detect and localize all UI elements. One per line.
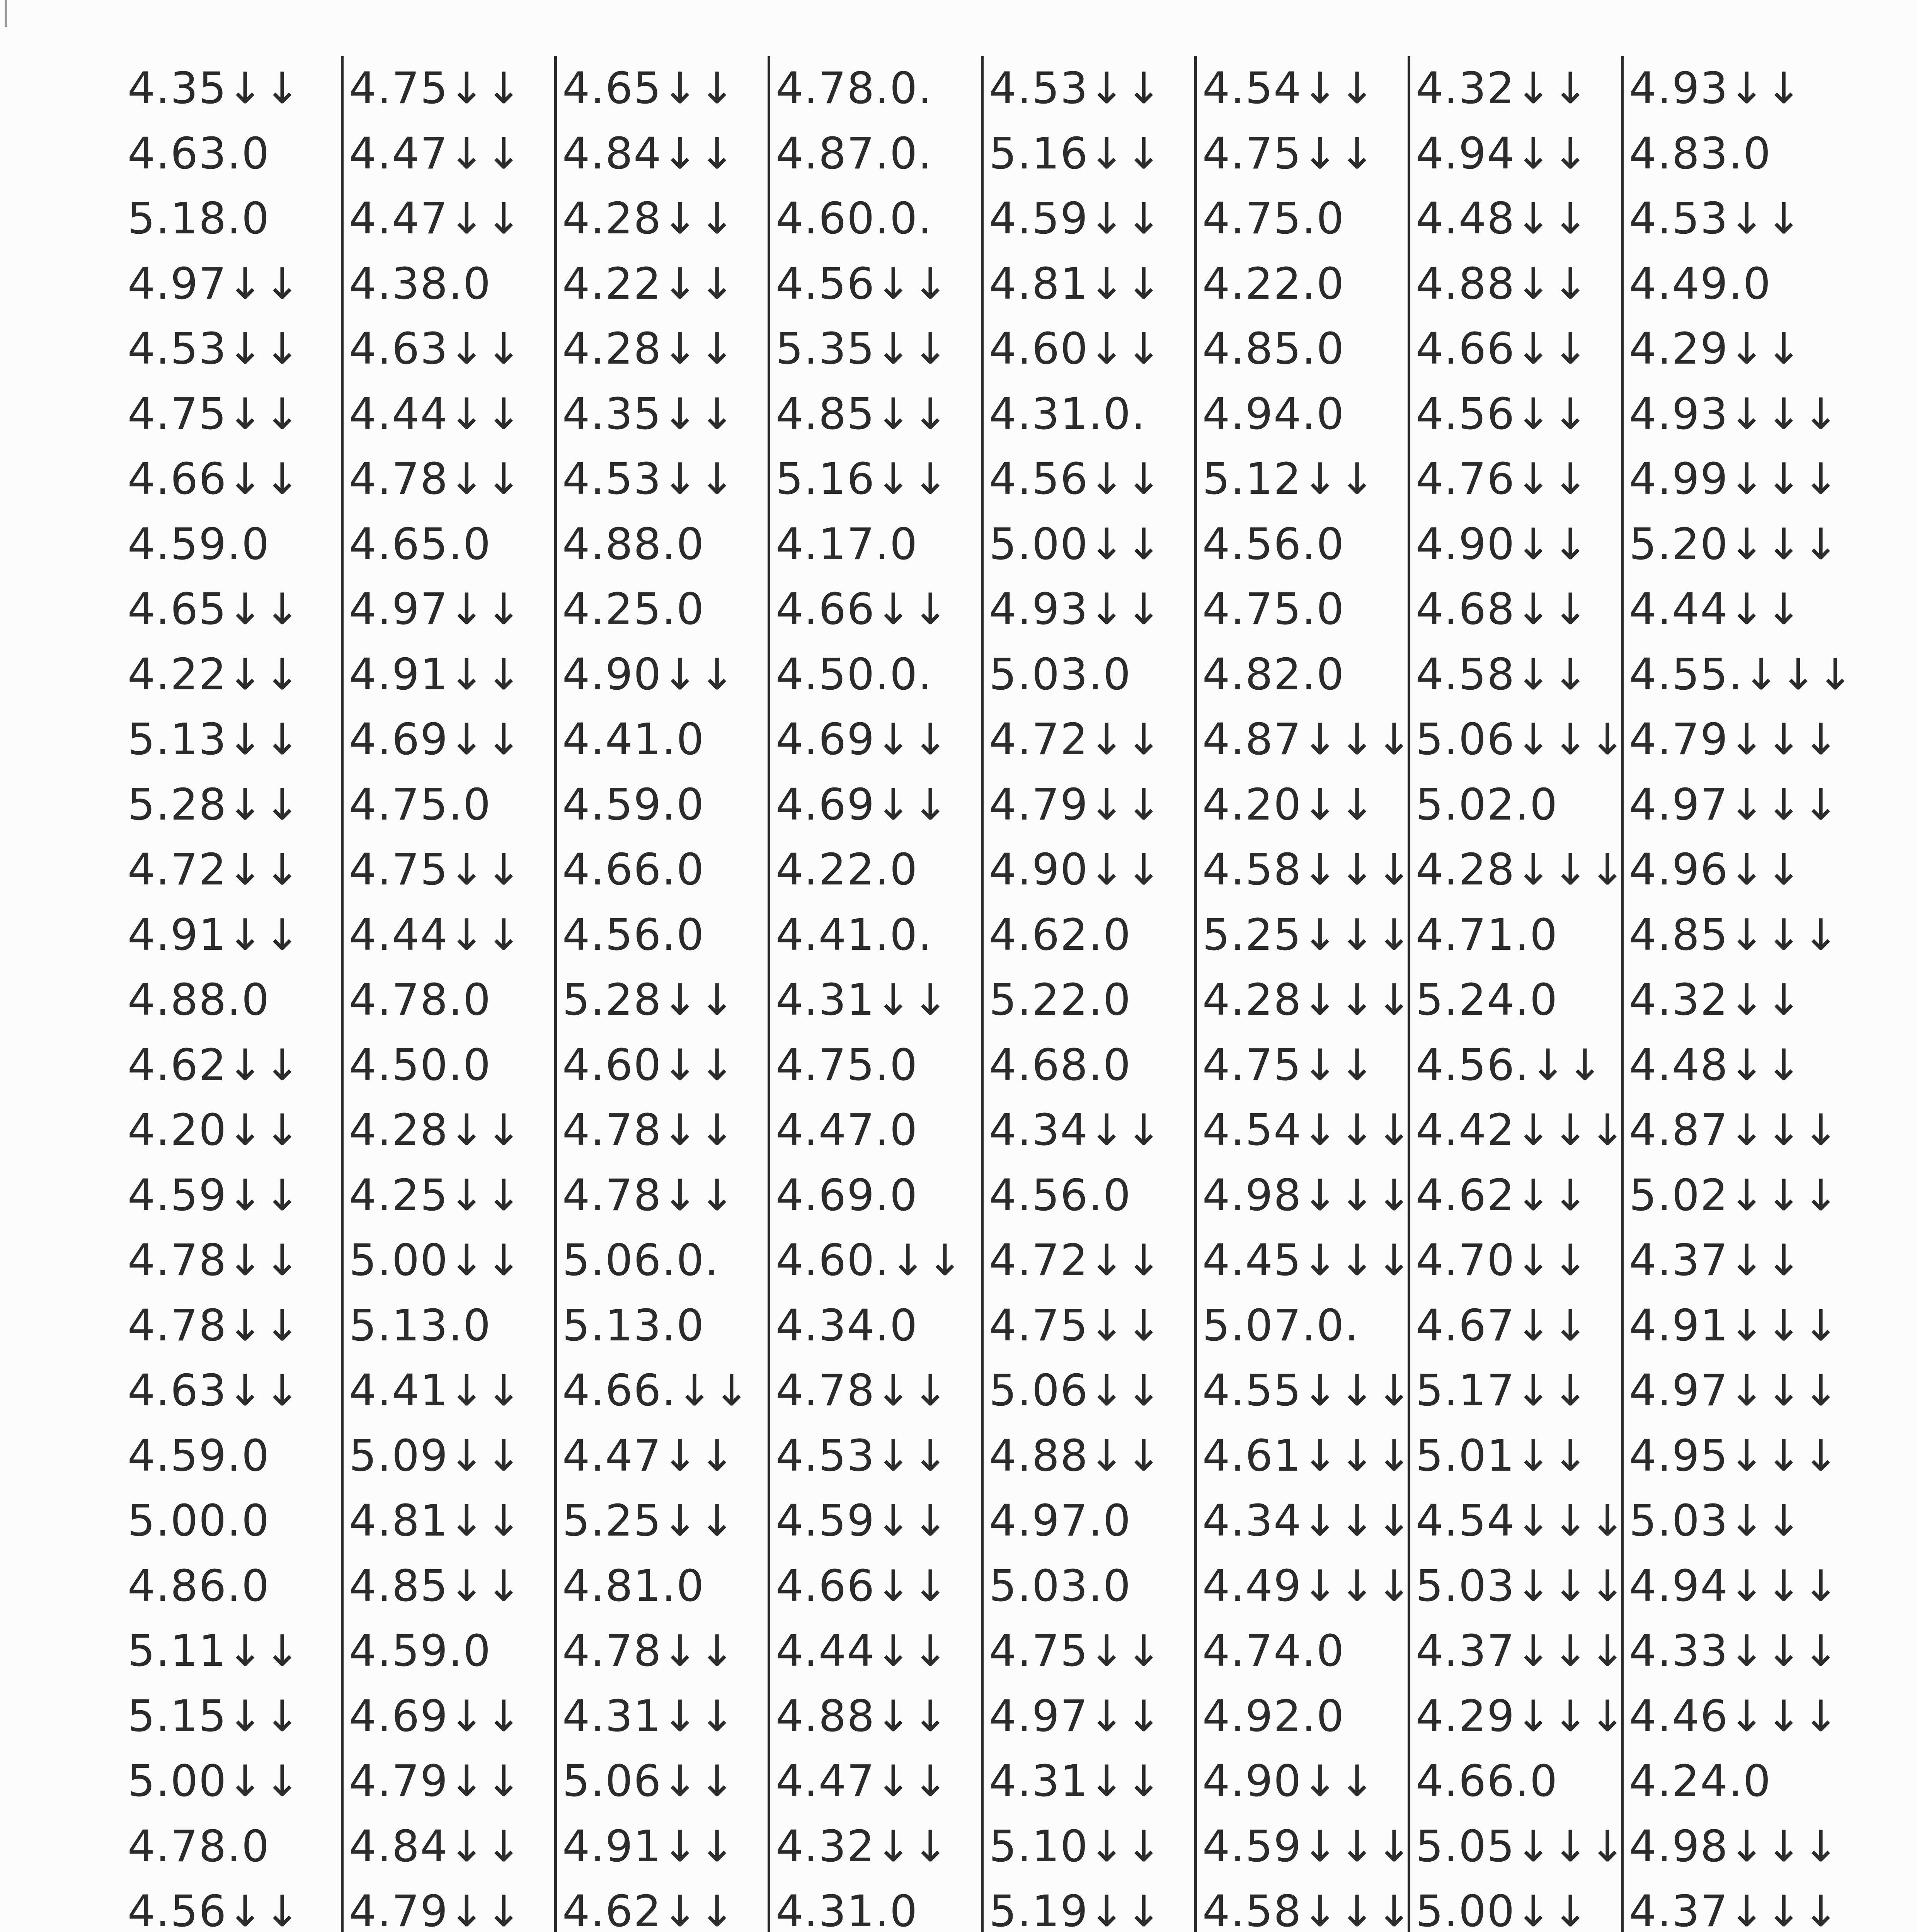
value-entry: 4.22.0 bbox=[776, 845, 918, 895]
value-entry: 4.56↓↓ bbox=[989, 454, 1163, 504]
value-entry: 4.47↓↓ bbox=[349, 128, 523, 179]
value-entry: 4.98↓↓↓ bbox=[1629, 1821, 1840, 1872]
value-entry: 4.85↓↓ bbox=[349, 1561, 523, 1611]
value-entry: 4.75.0 bbox=[349, 779, 492, 830]
value-entry: 4.59.0 bbox=[562, 779, 705, 830]
value-entry: 5.00↓↓ bbox=[989, 519, 1163, 570]
value-entry: 4.75↓↓ bbox=[1202, 128, 1376, 179]
value-entry: 4.24.0 bbox=[1629, 1756, 1772, 1806]
value-entry: 4.54↓↓ bbox=[1202, 63, 1376, 114]
value-column-8 bbox=[1621, 56, 1854, 1932]
value-entry: 4.75↓↓ bbox=[349, 845, 523, 895]
value-entry: 4.35↓↓ bbox=[562, 389, 736, 439]
value-entry: 4.59.0 bbox=[128, 519, 270, 570]
value-entry: 4.91↓↓↓ bbox=[1629, 1300, 1840, 1351]
value-entry: 4.79↓↓ bbox=[349, 1756, 523, 1806]
value-column-4 bbox=[768, 56, 981, 1932]
value-entry: 4.75↓↓ bbox=[128, 389, 301, 439]
value-entry: 4.22.0 bbox=[1202, 259, 1345, 309]
value-entry: 4.96↓↓ bbox=[1629, 845, 1803, 895]
value-entry: 4.97↓↓ bbox=[128, 259, 301, 309]
value-entry: 4.75.0 bbox=[1202, 584, 1345, 634]
value-entry: 5.15↓↓ bbox=[128, 1691, 301, 1742]
value-entry: 5.06↓↓ bbox=[989, 1366, 1163, 1416]
scan-corner-mark bbox=[5, 0, 7, 27]
value-entry: 4.92.0 bbox=[1202, 1691, 1345, 1742]
value-entry: 4.70↓↓ bbox=[1416, 1235, 1590, 1286]
value-entry: 4.50.0 bbox=[349, 1040, 492, 1090]
value-entry: 4.58↓↓ bbox=[1416, 649, 1590, 700]
value-entry: 4.72↓↓ bbox=[128, 845, 301, 895]
value-entry: 4.66.0 bbox=[562, 845, 705, 895]
value-entry: 4.75.0 bbox=[776, 1040, 918, 1090]
value-entry: 4.66↓↓ bbox=[1416, 324, 1590, 374]
value-entry: 4.44↓↓ bbox=[349, 389, 523, 439]
value-entry: 4.31.0. bbox=[989, 389, 1146, 439]
value-entry: 5.00↓↓ bbox=[349, 1235, 523, 1286]
value-entry: 5.03.0 bbox=[989, 649, 1132, 700]
value-entry: 4.29↓↓↓ bbox=[1416, 1691, 1626, 1742]
value-entry: 4.45↓↓↓ bbox=[1202, 1235, 1413, 1286]
value-entry: 4.37↓↓↓ bbox=[1416, 1626, 1626, 1676]
value-entry: 4.56↓↓ bbox=[128, 1886, 301, 1932]
value-entry: 4.65↓↓ bbox=[128, 584, 301, 634]
value-entry: 4.59↓↓ bbox=[128, 1170, 301, 1221]
value-entry: 4.76↓↓ bbox=[1416, 454, 1590, 504]
value-entry: 4.56.↓↓ bbox=[1416, 1040, 1604, 1090]
value-column-6 bbox=[1194, 56, 1413, 1932]
value-entry: 4.90↓↓ bbox=[1202, 1756, 1376, 1806]
value-entry: 5.00.0 bbox=[128, 1496, 270, 1546]
value-entry: 4.22↓↓ bbox=[562, 259, 736, 309]
value-entry: 4.97↓↓ bbox=[989, 1691, 1163, 1742]
value-entry: 5.06↓↓ bbox=[562, 1756, 736, 1806]
value-entry: 4.46↓↓↓ bbox=[1629, 1691, 1840, 1742]
value-entry: 5.28↓↓ bbox=[128, 779, 301, 830]
value-entry: 4.69↓↓ bbox=[349, 1691, 523, 1742]
value-entry: 5.10↓↓ bbox=[989, 1821, 1163, 1872]
value-entry: 4.31↓↓ bbox=[989, 1756, 1163, 1806]
value-entry: 4.85.0 bbox=[1202, 324, 1345, 374]
value-entry: 4.90↓↓ bbox=[989, 845, 1163, 895]
value-entry: 4.84↓↓ bbox=[349, 1821, 523, 1872]
value-entry: 4.87↓↓↓ bbox=[1202, 714, 1413, 765]
value-entry: 4.35↓↓ bbox=[128, 63, 301, 114]
value-entry: 4.62.0 bbox=[989, 910, 1132, 960]
value-entry: 4.69↓↓ bbox=[776, 779, 950, 830]
value-entry: 5.19↓↓ bbox=[989, 1886, 1163, 1932]
value-entry: 4.33↓↓↓ bbox=[1629, 1626, 1840, 1676]
value-entry: 4.91↓↓ bbox=[128, 910, 301, 960]
value-entry: 5.03↓↓ bbox=[1629, 1496, 1803, 1546]
value-entry: 5.09↓↓ bbox=[349, 1430, 523, 1481]
value-entry: 4.66.0 bbox=[1416, 1756, 1558, 1806]
value-entry: 4.75↓↓ bbox=[989, 1300, 1163, 1351]
value-entry: 4.25↓↓ bbox=[349, 1170, 523, 1221]
value-entry: 4.56.0 bbox=[562, 910, 705, 960]
value-entry: 4.53↓↓ bbox=[562, 454, 736, 504]
value-entry: 4.66↓↓ bbox=[776, 1561, 950, 1611]
value-entry: 4.82.0 bbox=[1202, 649, 1345, 700]
value-entry: 4.56↓↓ bbox=[776, 259, 950, 309]
value-entry: 4.72↓↓ bbox=[989, 1235, 1163, 1286]
value-entry: 4.95↓↓↓ bbox=[1629, 1430, 1840, 1481]
value-entry: 5.28↓↓ bbox=[562, 975, 736, 1025]
value-entry: 5.01↓↓ bbox=[1416, 1430, 1590, 1481]
value-entry: 5.16↓↓ bbox=[776, 454, 950, 504]
value-entry: 4.78↓↓ bbox=[349, 454, 523, 504]
value-entry: 4.32↓↓ bbox=[1416, 63, 1590, 114]
value-entry: 4.60.0. bbox=[776, 194, 933, 244]
value-entry: 4.28↓↓↓ bbox=[1416, 845, 1626, 895]
value-entry: 5.06↓↓↓ bbox=[1416, 714, 1626, 765]
value-entry: 4.56.0 bbox=[1202, 519, 1345, 570]
value-entry: 4.58↓↓↓ bbox=[1202, 845, 1413, 895]
value-entry: 4.71.0 bbox=[1416, 910, 1558, 960]
value-entry: 5.03.0 bbox=[989, 1561, 1132, 1611]
value-entry: 4.94↓↓ bbox=[1416, 128, 1590, 179]
value-entry: 5.13.0 bbox=[562, 1300, 705, 1351]
value-entry: 4.55↓↓↓ bbox=[1202, 1366, 1413, 1416]
value-entry: 4.38.0 bbox=[349, 259, 492, 309]
value-entry: 4.31↓↓ bbox=[562, 1691, 736, 1742]
value-entry: 4.56.0 bbox=[989, 1170, 1132, 1221]
value-entry: 4.78↓↓ bbox=[562, 1170, 736, 1221]
value-entry: 4.88.0 bbox=[562, 519, 705, 570]
value-entry: 4.44↓↓ bbox=[349, 910, 523, 960]
value-entry: 4.68↓↓ bbox=[1416, 584, 1590, 634]
value-entry: 4.94.0 bbox=[1202, 389, 1345, 439]
value-entry: 4.88.0 bbox=[128, 975, 270, 1025]
value-entry: 4.60↓↓ bbox=[562, 1040, 736, 1090]
value-entry: 4.28↓↓ bbox=[562, 324, 736, 374]
value-entry: 4.93↓↓↓ bbox=[1629, 389, 1840, 439]
value-entry: 4.65↓↓ bbox=[562, 63, 736, 114]
value-entry: 4.78.0 bbox=[349, 975, 492, 1025]
value-entry: 4.97↓↓ bbox=[349, 584, 523, 634]
value-entry: 4.62↓↓ bbox=[128, 1040, 301, 1090]
value-entry: 4.28↓↓↓ bbox=[1202, 975, 1413, 1025]
value-entry: 5.13.0 bbox=[349, 1300, 492, 1351]
value-entry: 4.69↓↓ bbox=[776, 714, 950, 765]
value-entry: 5.25↓↓ bbox=[562, 1496, 736, 1546]
value-entry: 4.49↓↓↓ bbox=[1202, 1561, 1413, 1611]
value-entry: 4.34↓↓↓ bbox=[1202, 1496, 1413, 1546]
value-entry: 4.81↓↓ bbox=[989, 259, 1163, 309]
value-entry: 4.63↓↓ bbox=[349, 324, 523, 374]
value-entry: 4.83.0 bbox=[1629, 128, 1772, 179]
value-entry: 4.53↓↓ bbox=[1629, 194, 1803, 244]
value-entry: 4.22↓↓ bbox=[128, 649, 301, 700]
value-entry: 4.56↓↓ bbox=[1416, 389, 1590, 439]
value-entry: 4.98↓↓↓ bbox=[1202, 1170, 1413, 1221]
value-entry: 4.88↓↓ bbox=[776, 1691, 950, 1742]
value-entry: 4.48↓↓ bbox=[1416, 194, 1590, 244]
value-entry: 5.11↓↓ bbox=[128, 1626, 301, 1676]
value-entry: 4.66↓↓ bbox=[776, 584, 950, 634]
value-entry: 4.53↓↓ bbox=[128, 324, 301, 374]
value-entry: 4.88↓↓ bbox=[989, 1430, 1163, 1481]
value-entry: 4.37↓↓ bbox=[1629, 1235, 1803, 1286]
value-column-7 bbox=[1408, 56, 1626, 1932]
value-entry: 5.00↓↓ bbox=[1416, 1886, 1590, 1932]
value-entry: 4.91↓↓ bbox=[349, 649, 523, 700]
value-entry: 4.53↓↓ bbox=[776, 1430, 950, 1481]
value-entry: 4.78↓↓ bbox=[562, 1105, 736, 1155]
value-entry: 4.59↓↓ bbox=[776, 1496, 950, 1546]
value-entry: 5.12↓↓ bbox=[1202, 454, 1376, 504]
value-entry: 4.31.0 bbox=[776, 1886, 918, 1932]
value-entry: 4.28↓↓ bbox=[349, 1105, 523, 1155]
value-entry: 4.41.0 bbox=[562, 714, 705, 765]
value-entry: 4.60↓↓ bbox=[989, 324, 1163, 374]
value-entry: 5.35↓↓ bbox=[776, 324, 950, 374]
value-entry: 4.20↓↓ bbox=[128, 1105, 301, 1155]
value-entry: 4.62↓↓ bbox=[1416, 1170, 1590, 1221]
value-entry: 4.66.↓↓ bbox=[562, 1366, 751, 1416]
value-entry: 4.85↓↓↓ bbox=[1629, 910, 1840, 960]
value-entry: 4.49.0 bbox=[1629, 259, 1772, 309]
value-entry: 4.29↓↓ bbox=[1629, 324, 1803, 374]
value-entry: 4.94↓↓↓ bbox=[1629, 1561, 1840, 1611]
value-entry: 4.17.0 bbox=[776, 519, 918, 570]
value-entry: 4.79↓↓↓ bbox=[1629, 714, 1840, 765]
value-entry: 4.69.0 bbox=[776, 1170, 918, 1221]
value-entry: 4.37↓↓↓ bbox=[1629, 1886, 1840, 1932]
value-entry: 4.81↓↓ bbox=[349, 1496, 523, 1546]
value-entry: 4.61↓↓↓ bbox=[1202, 1430, 1413, 1481]
value-entry: 5.00↓↓ bbox=[128, 1756, 301, 1806]
value-entry: 5.06.0. bbox=[562, 1235, 719, 1286]
value-entry: 4.47↓↓ bbox=[349, 194, 523, 244]
value-entry: 4.78↓↓ bbox=[128, 1235, 301, 1286]
value-entry: 5.17↓↓ bbox=[1416, 1366, 1590, 1416]
value-entry: 4.32↓↓ bbox=[1629, 975, 1803, 1025]
value-entry: 5.13↓↓ bbox=[128, 714, 301, 765]
value-entry: 4.28↓↓ bbox=[562, 194, 736, 244]
value-column-1 bbox=[128, 56, 341, 1932]
value-entry: 4.31↓↓ bbox=[776, 975, 950, 1025]
value-entry: 4.63↓↓ bbox=[128, 1366, 301, 1416]
value-entry: 4.58↓↓↓ bbox=[1202, 1886, 1413, 1932]
value-entry: 4.78↓↓ bbox=[776, 1366, 950, 1416]
value-entry: 4.62↓↓ bbox=[562, 1886, 736, 1932]
value-entry: 4.20↓↓ bbox=[1202, 779, 1376, 830]
value-entry: 4.99↓↓↓ bbox=[1629, 454, 1840, 504]
value-entry: 4.87↓↓↓ bbox=[1629, 1105, 1840, 1155]
value-entry: 4.87.0. bbox=[776, 128, 933, 179]
value-entry: 4.47↓↓ bbox=[562, 1430, 736, 1481]
value-entry: 4.69↓↓ bbox=[349, 714, 523, 765]
value-entry: 4.79↓↓ bbox=[349, 1886, 523, 1932]
value-column-3 bbox=[554, 56, 768, 1932]
value-entry: 4.25.0 bbox=[562, 584, 705, 634]
value-entry: 5.25↓↓↓ bbox=[1202, 910, 1413, 960]
value-entry: 4.91↓↓ bbox=[562, 1821, 736, 1872]
value-entry: 4.97↓↓↓ bbox=[1629, 1366, 1840, 1416]
value-entry: 4.85↓↓ bbox=[776, 389, 950, 439]
value-entry: 4.90↓↓ bbox=[1416, 519, 1590, 570]
value-entry: 4.63.0 bbox=[128, 128, 270, 179]
value-entry: 4.59.0 bbox=[349, 1626, 492, 1676]
value-entry: 4.75↓↓ bbox=[989, 1626, 1163, 1676]
value-entry: 4.78↓↓ bbox=[128, 1300, 301, 1351]
value-entry: 4.55.↓↓↓ bbox=[1629, 649, 1854, 700]
value-entry: 4.41.0. bbox=[776, 910, 933, 960]
value-entry: 4.86.0 bbox=[128, 1561, 270, 1611]
value-entry: 5.05↓↓↓ bbox=[1416, 1821, 1626, 1872]
value-entry: 4.88↓↓ bbox=[1416, 259, 1590, 309]
value-entry: 4.67↓↓ bbox=[1416, 1300, 1590, 1351]
value-entry: 4.66↓↓ bbox=[128, 454, 301, 504]
value-entry: 4.93↓↓ bbox=[989, 584, 1163, 634]
value-entry: 4.75↓↓ bbox=[349, 63, 523, 114]
value-entry: 4.54↓↓↓ bbox=[1202, 1105, 1413, 1155]
value-entry: 4.78↓↓ bbox=[562, 1626, 736, 1676]
value-entry: 5.02.0 bbox=[1416, 779, 1558, 830]
value-entry: 4.32↓↓ bbox=[776, 1821, 950, 1872]
value-entry: 4.54↓↓↓ bbox=[1416, 1496, 1626, 1546]
value-entry: 4.72↓↓ bbox=[989, 714, 1163, 765]
value-entry: 4.59↓↓↓ bbox=[1202, 1821, 1413, 1872]
value-entry: 4.60.↓↓ bbox=[776, 1235, 964, 1286]
value-column-2 bbox=[341, 56, 554, 1932]
value-entry: 4.75.0 bbox=[1202, 194, 1345, 244]
value-entry: 4.47↓↓ bbox=[776, 1756, 950, 1806]
value-entry: 4.42↓↓↓ bbox=[1416, 1105, 1626, 1155]
value-entry: 4.53↓↓ bbox=[989, 63, 1163, 114]
value-entry: 4.48↓↓ bbox=[1629, 1040, 1803, 1090]
value-entry: 4.93↓↓ bbox=[1629, 63, 1803, 114]
value-entry: 5.22.0 bbox=[989, 975, 1132, 1025]
value-entry: 4.34↓↓ bbox=[989, 1105, 1163, 1155]
value-entry: 5.24.0 bbox=[1416, 975, 1558, 1025]
value-entry: 4.59.0 bbox=[128, 1430, 270, 1481]
value-entry: 4.78.0. bbox=[776, 63, 933, 114]
value-entry: 4.79↓↓ bbox=[989, 779, 1163, 830]
value-entry: 5.16↓↓ bbox=[989, 128, 1163, 179]
value-entry: 4.44↓↓ bbox=[1629, 584, 1803, 634]
value-entry: 4.59↓↓ bbox=[989, 194, 1163, 244]
value-columns bbox=[128, 56, 1854, 1932]
value-entry: 4.50.0. bbox=[776, 649, 933, 700]
value-entry: 4.41↓↓ bbox=[349, 1366, 523, 1416]
value-entry: 4.78.0 bbox=[128, 1821, 270, 1872]
value-entry: 5.07.0. bbox=[1202, 1300, 1359, 1351]
value-entry: 5.02↓↓↓ bbox=[1629, 1170, 1840, 1221]
value-entry: 4.75↓↓ bbox=[1202, 1040, 1376, 1090]
value-entry: 4.74.0 bbox=[1202, 1626, 1345, 1676]
value-entry: 4.47.0 bbox=[776, 1105, 918, 1155]
value-entry: 4.97↓↓↓ bbox=[1629, 779, 1840, 830]
value-entry: 4.34.0 bbox=[776, 1300, 918, 1351]
value-entry: 4.68.0 bbox=[989, 1040, 1132, 1090]
value-entry: 5.18.0 bbox=[128, 194, 270, 244]
value-column-5 bbox=[981, 56, 1194, 1932]
value-entry: 5.20↓↓↓ bbox=[1629, 519, 1840, 570]
value-entry: 4.44↓↓ bbox=[776, 1626, 950, 1676]
value-entry: 4.84↓↓ bbox=[562, 128, 736, 179]
value-entry: 4.97.0 bbox=[989, 1496, 1132, 1546]
value-entry: 4.65.0 bbox=[349, 519, 492, 570]
value-entry: 4.81.0 bbox=[562, 1561, 705, 1611]
value-entry: 4.90↓↓ bbox=[562, 649, 736, 700]
value-entry: 5.03↓↓↓ bbox=[1416, 1561, 1626, 1611]
